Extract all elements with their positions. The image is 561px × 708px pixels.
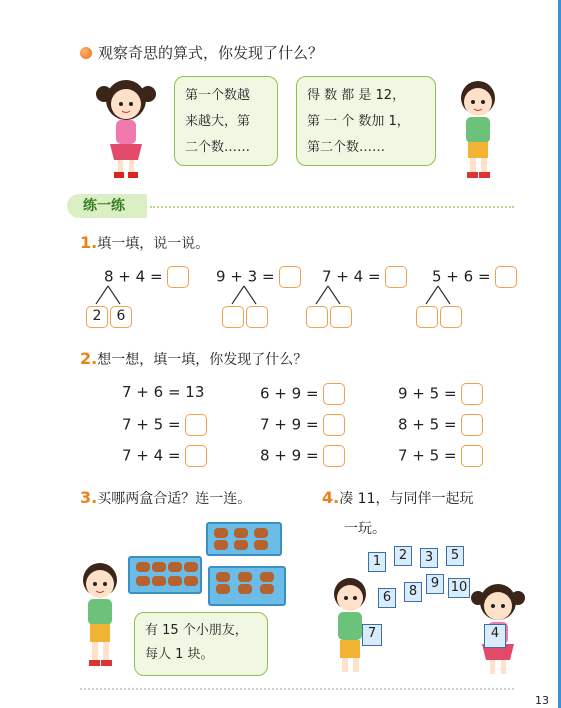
number-card[interactable]: 2	[394, 546, 412, 566]
girl-speech-bubble: 第一个数越 来越大，第 二个数……	[174, 76, 278, 166]
q2-row: 9 + 5 =	[398, 383, 483, 405]
answer-box[interactable]	[323, 383, 345, 405]
number-card[interactable]: 5	[446, 546, 464, 566]
cookie-icon	[254, 528, 268, 538]
bottom-divider	[80, 688, 514, 690]
answer-box[interactable]	[461, 445, 483, 467]
cookie-icon	[238, 584, 252, 594]
cookie-icon	[152, 576, 166, 586]
q3-speech-bubble: 有 15 个小朋友， 每人 1 块。	[134, 612, 268, 676]
q1-equation-3: 7 + 4 =	[322, 266, 407, 288]
cookie-icon	[168, 562, 182, 572]
cookie-icon	[136, 562, 150, 572]
q3-heading: 3.买哪两盒合适？连一连。	[80, 488, 252, 507]
split-box[interactable]	[246, 306, 268, 328]
answer-box[interactable]	[323, 414, 345, 436]
split-box: 6	[110, 306, 132, 328]
q2-row: 7 + 4 =	[122, 445, 207, 467]
girl-illustration	[92, 72, 162, 184]
q2-row: 8 + 5 =	[398, 414, 483, 436]
q1-equation-2: 9 + 3 =	[216, 266, 301, 288]
cookie-icon	[238, 572, 252, 582]
section-divider	[150, 206, 514, 208]
answer-box[interactable]	[461, 383, 483, 405]
q4-heading: 4.凑 11，与同伴一起玩	[322, 488, 474, 507]
split-box[interactable]	[440, 306, 462, 328]
boy-illustration-q3	[70, 556, 130, 676]
split-box[interactable]	[416, 306, 438, 328]
split-branches	[0, 284, 561, 308]
cookie-icon	[214, 540, 228, 550]
q2-row: 7 + 9 =	[260, 414, 345, 436]
split-box: 2	[86, 306, 108, 328]
girl-held-card: 4	[484, 624, 506, 648]
cookie-icon	[260, 572, 274, 582]
cookie-icon	[136, 576, 150, 586]
cookie-icon	[254, 540, 268, 550]
cookie-icon	[234, 540, 248, 550]
q2-row: 7 + 5 =	[398, 445, 483, 467]
split-box[interactable]	[222, 306, 244, 328]
page-number: 13	[535, 694, 549, 707]
number-card[interactable]: 8	[404, 582, 422, 602]
cookie-icon	[260, 584, 274, 594]
boy-illustration	[448, 72, 508, 184]
q1-equation-1: 8 + 4 =	[104, 266, 189, 288]
q2-row: 6 + 9 =	[260, 383, 345, 405]
number-card[interactable]: 9	[426, 574, 444, 594]
answer-box[interactable]	[185, 414, 207, 436]
answer-box[interactable]	[323, 445, 345, 467]
section-tab-practice: 练一练	[67, 194, 147, 218]
q2-row: 8 + 9 =	[260, 445, 345, 467]
cookie-icon	[184, 576, 198, 586]
number-card[interactable]: 6	[378, 588, 396, 608]
cookie-icon	[184, 562, 198, 572]
cookie-icon	[168, 576, 182, 586]
split-box[interactable]	[306, 306, 328, 328]
bullet-dot-icon	[80, 47, 92, 59]
q1-heading: 1.填一填，说一说。	[80, 233, 210, 252]
q2-row: 7 + 5 =	[122, 414, 207, 436]
number-card[interactable]: 1	[368, 552, 386, 572]
number-card[interactable]: 10	[448, 578, 470, 598]
q2-heading: 2.想一想，填一填，你发现了什么？	[80, 349, 308, 368]
q1-equation-4: 5 + 6 =	[432, 266, 517, 288]
q2-row: 7 + 6 = 13	[122, 383, 205, 401]
cookie-icon	[234, 528, 248, 538]
q4-heading-cont: 一玩。	[344, 521, 386, 537]
boy-held-card: 7	[362, 624, 382, 646]
cookie-icon	[214, 528, 228, 538]
split-box[interactable]	[330, 306, 352, 328]
answer-box[interactable]	[461, 414, 483, 436]
answer-box[interactable]	[185, 445, 207, 467]
cookie-icon	[216, 572, 230, 582]
intro-heading: 观察奇思的算式，你发现了什么？	[80, 42, 323, 63]
cookie-icon	[152, 562, 166, 572]
cookie-icon	[216, 584, 230, 594]
boy-speech-bubble: 得 数 都 是 12， 第 一 个 数加 1， 第二个数……	[296, 76, 436, 166]
number-card[interactable]: 3	[420, 548, 438, 568]
